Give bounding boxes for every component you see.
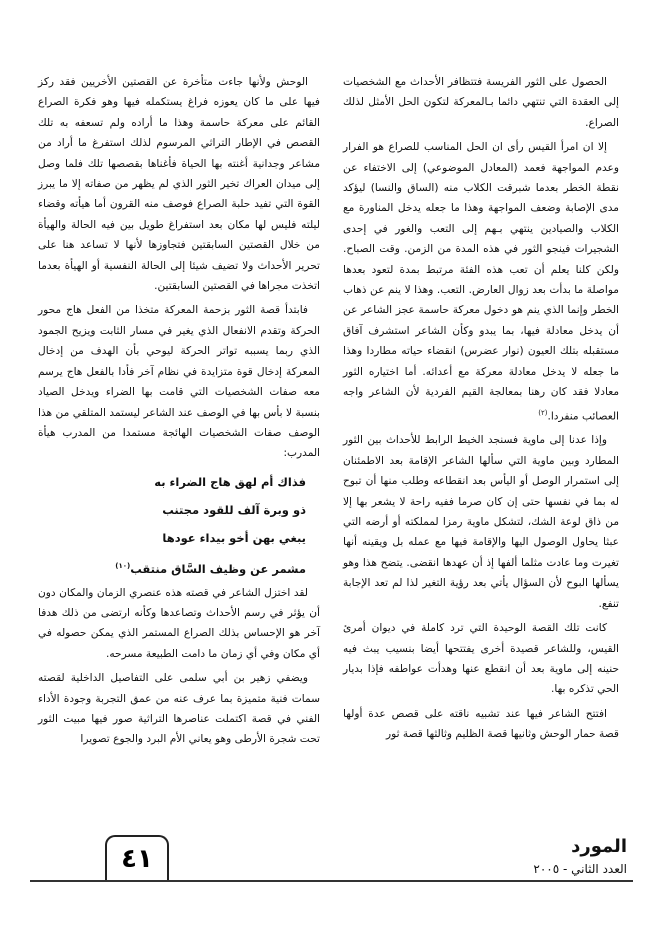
- poem-line: يبغي بهن أخو بيداء عودها: [162, 530, 306, 545]
- magazine-name: المورد: [571, 836, 627, 857]
- footnote-ref: (١٠): [115, 561, 131, 570]
- poem-line: [38, 552, 320, 583]
- page-number: ٤١: [105, 835, 169, 881]
- magazine-footer: [487, 836, 627, 880]
- paragraph: كانت تلك القصة الوحيدة التي ترد كاملة في ديوان أمرئ القيس، وللشاعر قصيدة أخرى يفتتحها أيضا بنسيب يبث فيه حنينه إلى ماوية بعد أن انقطع عنها وهدأت عواطفه فإذا بديار الحي تذكره بها.: [343, 622, 619, 696]
- left-column: [38, 72, 320, 754]
- footnote-ref: (٢): [538, 408, 548, 417]
- paragraph: [343, 137, 619, 426]
- issue-label: العدد الثاني - ٢٠٠٥: [533, 862, 627, 876]
- paragraph: ويضفي زهير بن أبي سلمى على التفاصيل الداخلية لقصته سمات فنية متميزة بما عرف عنه من عمق التجربة وجودة الأداء الفني في قصة اكتملت عناصرها التراثية صور فيها مبيت الثور تحت شجرة الأرطى وهو يعاني الأم البرد والجوع تصويرا: [38, 672, 320, 746]
- poem-line: ذو وبرة آلف للقود مجتنب: [162, 502, 306, 517]
- paragraph: لقد اختزل الشاعر في قصته هذه عنصري الزمان والمكان دون أن يؤثر في رسم الأحداث وتصاعدها وكأنه ارتضى من ذلك هدفا آخر هو الإحساس بذلك الصراع المستمر الذي يمكن حصوله في أي مكان وفي أي زمان ما دامت الطبيعة مسرحه.: [38, 586, 320, 660]
- poem-line-text: مشمر عن وظيف السَّاق منتقب: [130, 561, 306, 576]
- right-column: [343, 72, 619, 749]
- paragraph: الحصول على الثور الفريسة فتتظافر الأحداث مع الشخصيات إلى العقدة التي تنتهي دائما بـالمعركة لتكون الحل الأمثل لذلك الصراع.: [343, 76, 619, 129]
- paragraph: فابتدأ قصة الثور بزحمة المعركة متخذا من الفعل هاج محور الحركة وتقدم الانفعال الذي يغير في مسار الثابت ويزيح الجمود الذي ربما يسببه تواتر الحركة ليوحي بأن الهدف من إدخال المعركة إدخال قوة متزايدة في نظام آخر فأدا بالفعل هاج يرسم معه صفات الشخصيات التي قامت بها الضراء ويدخل الصياد بنسبة لا بأس بها في الوصف عند الشاعر ليستمد المتلقي من هذا الوصف صفات الشخصيات الهائجة مستمدا من المدرب هيأة المدرب:: [38, 304, 320, 460]
- footer-rule: [30, 880, 633, 882]
- paragraph: افتتح الشاعر فيها عند تشبيه ناقته على قصص عدة أولها قصة حمار الوحش وثانيها قصة الظليم وثالثها قصة ثور: [343, 707, 619, 741]
- poem-line: فذاك أم لهق هاج الضراء به: [154, 474, 306, 489]
- paragraph-text: إلا ان امرأ القيس رأى ان الحل المناسب للصراع هو الفرار وعدم المواجهة فعمد (المعادل الموضوعي) إلى الاختفاء عن نقطة الخطر بعدما شبرقت الكلاب منه (الساق والنسا) ليؤكد مدى الإصابة وضعف المواجهة وهذا ما جعله يدخل المناورة مع الكلاب والصيادين ينتهي بـهم إلى التعب والغور في إحدى الشجيرات فينجو الثور في هذه المدة من الزمن. وقت الصباح. ولكن كلنا يعلم أن تعب هذه الفئة مرتبط بمدة لتعود بعدها مواصلة ما بدأت بعد زوال العارض. التعب. وهذا لا ينم عن ذهاب الخطر وإنما الذي ينم هو دخول معركة حاسمة عجز الشاعر عن أن يدخل معادلة فيها، بما يبدو وكأن الشاعر استشرف آفاق مستقبله بتلك العيون (نوار عضرس) انقضاء حياته مطاردا وهذا ما جعله لا يدخل معادلة معركة مع أعدائه. أما اختياره الثور معادلا فقد كان رهنا بمعالجة القيم الفردية لأن الشاعر واجه العصائب منفردا.: [343, 141, 619, 423]
- paragraph: وإذا عدنا إلى ماوية فسنجد الخيط الرابط للأحداث بين الثور المطارد وبين ماوية التي سألها الشاعر الإقامة بعد الاطمئنان إلى استمرار الوصل أو اليأس بعد انقطاعه وطلب منها أن تبوح له بما في نفسها حتى إن كان صرما ففيه راحة لا يشعر بها إلا من ذاق لوعة الشك، لتشكل ماوية رمزا لمملكته أو أرضه التي عبثا يحاول الوصول اليها والإقامة فيها مع عمله بل ويقينه أنها تغيرت وما عادت مثلما ألفها إذ أن عهدها انقضى. يتضح هذا وهو يسألها البوح لأن السؤال يأتي بعد رؤية التغير لذا لم تعد الإجابة تنفع.: [343, 434, 619, 610]
- paragraph: الوحش ولأنها جاءت متأخرة عن القصتين الأخريين فقد ركز فيها على ما كان يعوزه فراغ يستكمله فيها وهو فكرة الصراع القائم على معركة حاسمة وهذا ما أراده ولم تسعفه به تلك القصص في الإطار التراثي المرسوم لذلك استفرغ ما أراد من مشاعر وجدانية أغنته بها الحياة فأغناها بقصصها تلك فلما وصل إلى ميدان العراك تخير الثور الذي لم يظهر من صفاته إلا ما يبرز القوة التي تفيد حلبة الصراع فوصف منه القرون أما هيأته وقضاء ليلته فليس لها مكان بعد استفراغ طويل بين فيه الحالة والهيأة من خلال القصتين السابقتين فتجاوزها لأنها لا تساعد هنا على تحرير الأحداث ولا تضيف شيئا إلى الحالة النفسية أو الهيأة بعدما اتخذت مجراها في القصتين السابقتين.: [38, 76, 320, 293]
- poem: [38, 468, 320, 583]
